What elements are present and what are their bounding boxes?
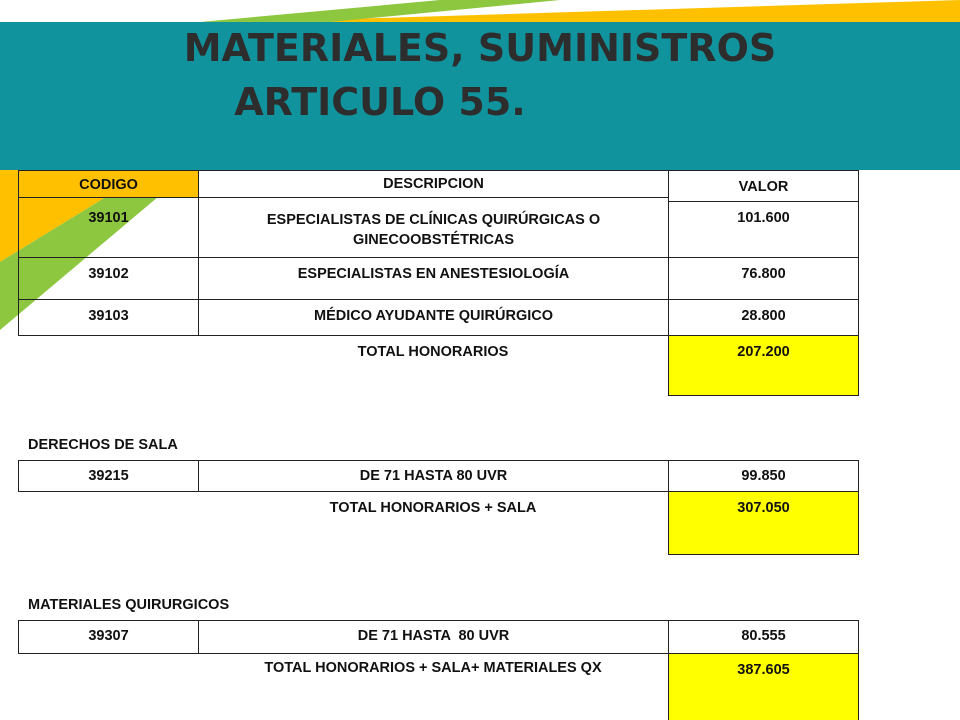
page-title-line2: ARTICULO 55. <box>234 80 526 124</box>
total-materiales-value <box>668 654 859 720</box>
table-row-description <box>198 258 668 300</box>
total-value-text: 387.605 <box>737 662 790 678</box>
code-text: 39101 <box>88 210 129 226</box>
table-row-description <box>198 620 668 654</box>
description-line: DE 71 HASTA 80 UVR <box>357 628 510 644</box>
page-title-line1: MATERIALES, SUMINISTROS <box>183 26 777 70</box>
value-text: 28.800 <box>741 308 786 324</box>
header-valor-label: VALOR <box>738 179 789 195</box>
table-row-code <box>18 460 198 492</box>
section-label-materiales: MATERIALES QUIRURGICOS <box>28 597 230 613</box>
table-row-value <box>668 300 859 336</box>
code-text: 39102 <box>88 266 129 282</box>
description-line: ESPECIALISTAS EN ANESTESIOLOGÍA <box>297 266 570 282</box>
description-line: ESPECIALISTAS DE CLÍNICAS QUIRÚRGICAS O <box>266 212 601 228</box>
header-codigo-label: CODIGO <box>79 177 138 193</box>
total-sala-value <box>668 492 859 555</box>
code-text: 39215 <box>88 468 129 484</box>
value-text: 101.600 <box>737 210 790 226</box>
table-row-description <box>198 300 668 336</box>
table-row-code <box>18 300 198 336</box>
total-value-text: 207.200 <box>737 344 790 360</box>
table-row-value <box>668 258 859 300</box>
total-materiales-label: TOTAL HONORARIOS + SALA+ MATERIALES QX <box>264 660 602 676</box>
table-row-code <box>18 620 198 654</box>
header-descripcion-label: DESCRIPCION <box>383 176 484 192</box>
table-row-code <box>18 198 198 258</box>
total-honorarios-value <box>668 336 859 396</box>
value-text: 80.555 <box>741 628 786 644</box>
header-valor <box>668 170 859 202</box>
description-line: DE 71 HASTA 80 UVR <box>359 468 508 484</box>
description-line: MÉDICO AYUDANTE QUIRÚRGICO <box>314 308 553 324</box>
table-row-value <box>668 620 859 654</box>
section-label-sala: DERECHOS DE SALA <box>28 437 178 453</box>
table-row-value <box>668 202 859 258</box>
header-codigo <box>18 170 198 198</box>
value-text: 99.850 <box>741 468 786 484</box>
description-line: GINECOOBSTÉTRICAS <box>352 232 515 248</box>
table-row-value <box>668 460 859 492</box>
total-sala-label: TOTAL HONORARIOS + SALA <box>329 500 537 516</box>
table-row-description <box>198 198 668 258</box>
table-row-description <box>198 460 668 492</box>
code-text: 39307 <box>88 628 129 644</box>
table-row-code <box>18 258 198 300</box>
total-value-text: 307.050 <box>737 500 790 516</box>
value-text: 76.800 <box>741 266 786 282</box>
header-descripcion <box>198 170 668 198</box>
code-text: 39103 <box>88 308 129 324</box>
total-honorarios-label: TOTAL HONORARIOS <box>357 344 509 360</box>
